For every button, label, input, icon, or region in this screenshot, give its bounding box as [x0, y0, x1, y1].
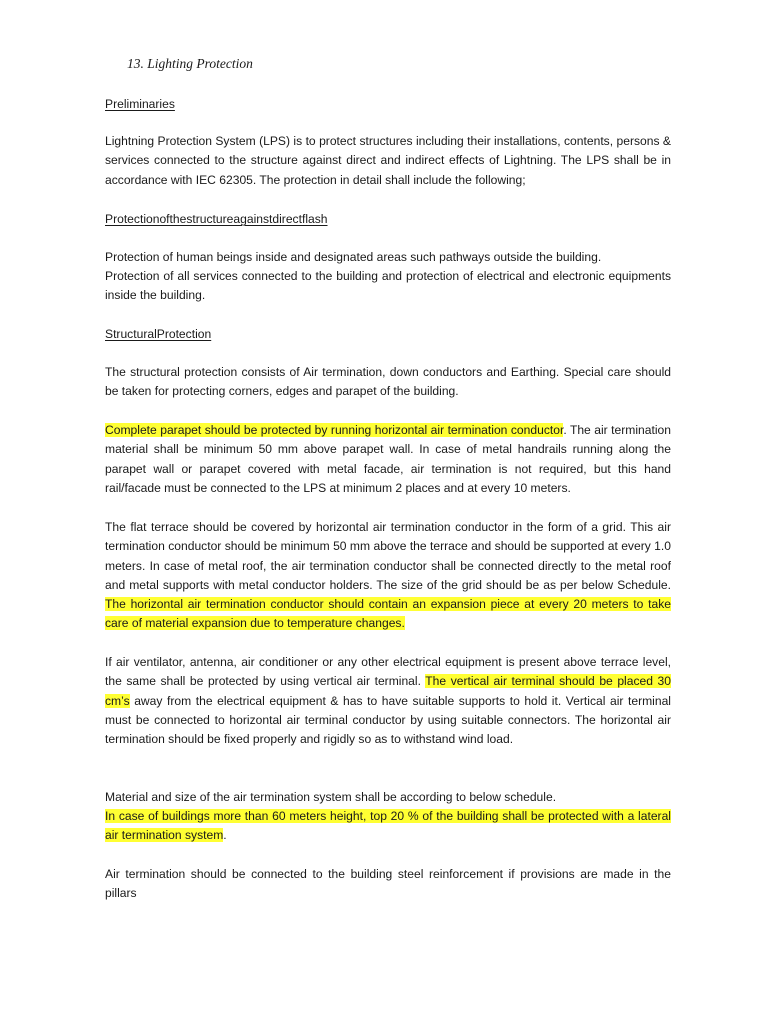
- schedule-note-paragraph: Material and size of the air termination system shall be according to below schedule.: [105, 790, 557, 804]
- vertical-terminal-paragraph: [105, 653, 671, 749]
- expansion-piece-highlight: The horizontal air termination conductor should contain an expansion piece at every 20 meters to take care of material expansion due to temperature changes.: [105, 597, 671, 631]
- vertical-terminal-text-b: away from the electrical equipment & has to have suitable supports to hold it. Vertical air terminal must be connected to horizontal air terminal conductor by using suitable connectors. The horizontal air termination should be fixed properly and rigidly so as to withstand wind load.: [105, 693, 671, 747]
- vertical-terminal-text-a: If air ventilator, antenna, air conditioner or any other electrical equipment is present above terrace level, the same shall be protected by using vertical air terminal.: [105, 655, 671, 689]
- tall-building-paragraph: [105, 807, 671, 846]
- terrace-grid-paragraph: [105, 518, 671, 634]
- vertical-terminal-highlight: The vertical air terminal should be placed 30 cm’s: [105, 674, 671, 708]
- structural-protection-title: StructuralProtection: [105, 327, 212, 341]
- section-heading: 13. Lighting Protection: [127, 56, 253, 71]
- services-protection-paragraph: Protection of all services connected to the building and protection of electrical and electronic equipments inside the building.: [105, 269, 671, 303]
- tall-building-highlight: In case of buildings more than 60 meters height, top 20 % of the building shall be protected with a lateral air termination system: [105, 809, 671, 843]
- preliminaries-title: Preliminaries: [105, 97, 175, 111]
- parapet-paragraph: [105, 421, 671, 498]
- structural-overview-paragraph: The structural protection consists of Air termination, down conductors and Earthing. Special care should be taken for protecting corners, edges and parapet of the building.: [105, 365, 671, 399]
- parapet-highlight: Complete parapet should be protected by running horizontal air termination conductor: [105, 423, 564, 437]
- parapet-text: . The air termination material shall be minimum 50 mm above parapet wall. In case of metal handrails running along the parapet wall or parapet covered with metal facade, air termination is not required, but this hand rail/facade must be connected to the LPS at minimum 2 places and at every 10 meters.: [105, 423, 672, 495]
- tall-building-end: .: [223, 828, 227, 843]
- direct-flash-title: Protectionofthestructureagainstdirectflash: [105, 212, 328, 226]
- terrace-grid-text: The flat terrace should be covered by horizontal air termination conductor in the form of a grid. This air termination conductor should be minimum 50 mm above the terrace and should be supported at every 1.0 meters. In case of metal roof, the air termination conductor shall be connected directly to the metal roof and metal supports with metal conductor holders. The size of the grid should be as per below Schedule.: [105, 520, 671, 592]
- lps-intro-paragraph: Lightning Protection System (LPS) is to protect structures including their installations, contents, persons & services connected to the structure against direct and indirect effects of Lightning. The LPS shall be in accordance with IEC 62305. The protection in detail shall include the following;: [105, 134, 671, 187]
- human-protection-paragraph: Protection of human beings inside and designated areas such pathways outside the building.: [105, 250, 602, 264]
- reinforcement-paragraph: Air termination should be connected to the building steel reinforcement if provisions are made in the pillars: [105, 867, 671, 901]
